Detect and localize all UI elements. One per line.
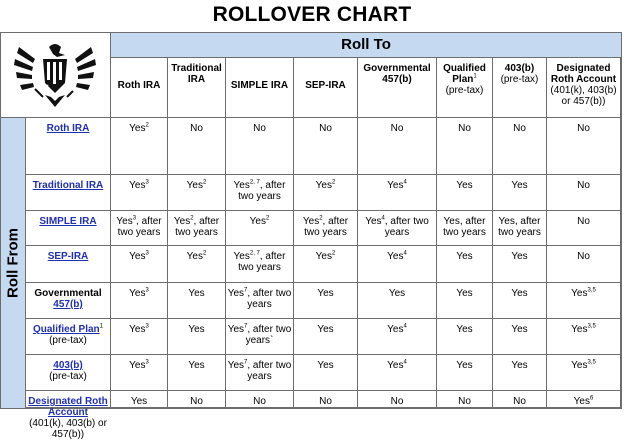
column-header [547, 58, 621, 118]
table-cell [358, 118, 437, 175]
cell-value: Yes [302, 216, 320, 227]
row-header [26, 355, 111, 391]
table-cell [547, 355, 621, 391]
cell-value: No [390, 396, 404, 407]
row-header [26, 118, 111, 175]
cell-value: Yes [456, 324, 473, 335]
cell-value: Yes [173, 216, 191, 227]
table-cell [111, 175, 168, 211]
row-header-footnote: 1 [99, 323, 104, 330]
cell-footnote: 7 [244, 323, 248, 330]
column-header-name: Traditional IRA [171, 63, 222, 85]
cell-footnote: 2 [265, 215, 270, 222]
cell-footnote: 4 [381, 215, 385, 222]
column-header [168, 58, 226, 118]
cell-value: Yes [456, 360, 473, 371]
cell-footnote: 2, 7 [249, 250, 260, 257]
cell-value: Yes [387, 180, 404, 191]
cell-value: Yes [456, 180, 473, 191]
table-cell [437, 211, 493, 246]
cell-value: Yes [130, 396, 148, 407]
table-cell [226, 283, 294, 319]
cell-footnote: 3 [145, 323, 149, 330]
table-cell [493, 211, 547, 246]
table-cell [547, 175, 621, 211]
table-cell [226, 246, 294, 283]
cell-footnote: 3 [145, 179, 149, 186]
cell-footnote: 2 [202, 250, 207, 257]
row-header-link[interactable]: Qualified Plan [32, 324, 100, 335]
cell-value: Yes [317, 324, 334, 335]
cell-value: Yes [511, 180, 528, 191]
cell-value: No [577, 180, 590, 191]
column-header-name: SIMPLE IRA [230, 80, 289, 91]
table-cell [294, 175, 358, 211]
cell-note: , after two years` [245, 324, 292, 346]
cell-value: Yes [315, 180, 332, 191]
cell-note: , after two years [175, 216, 220, 238]
cell-footnote: 2 [202, 179, 207, 186]
table-cell [547, 246, 621, 283]
cell-footnote: 3,5 [587, 287, 596, 294]
cell-value: Yes [186, 180, 203, 191]
row-header [26, 211, 111, 246]
table-cell [493, 319, 547, 355]
cell-note: , after two years [238, 180, 286, 202]
cell-value: Yes [387, 360, 404, 371]
table-cell [226, 355, 294, 391]
table-cell [547, 283, 621, 319]
cell-footnote: 2 [331, 250, 336, 257]
cell-value: No [253, 396, 266, 407]
table-cell [547, 391, 621, 408]
cell-value: Yes [233, 180, 250, 191]
cell-footnote: 3,5 [587, 359, 596, 366]
table-cell [294, 246, 358, 283]
column-header-name: SEP-IRA [305, 80, 346, 91]
table-cell [111, 211, 168, 246]
cell-value: No [577, 123, 590, 134]
row-header-link[interactable]: 457(b) [53, 299, 83, 310]
irs-eagle-logo-icon [13, 39, 97, 111]
column-header [111, 58, 168, 118]
cell-note: , after two years [247, 288, 292, 310]
logo-cell [1, 33, 111, 118]
column-header [437, 58, 493, 118]
table-cell [358, 319, 437, 355]
row-header-link[interactable]: SEP-IRA [47, 251, 89, 262]
row-header-link[interactable]: Traditional IRA [32, 180, 104, 191]
cell-footnote: 3 [132, 215, 137, 222]
roll-from-label: Roll From [4, 228, 22, 298]
table-cell [437, 283, 493, 319]
cell-value: Yes [188, 360, 205, 371]
column-header-sub: (pre-tax) [500, 74, 539, 85]
cell-footnote: 3 [145, 359, 149, 366]
table-cell [294, 211, 358, 246]
column-header [226, 58, 294, 118]
table-cell [437, 391, 493, 408]
table-cell [168, 283, 226, 319]
cell-value: No [319, 396, 332, 407]
column-header [493, 58, 547, 118]
cell-value: No [190, 396, 203, 407]
table-cell [226, 211, 294, 246]
cell-value: Yes [571, 360, 588, 371]
cell-footnote: 2 [145, 122, 149, 129]
table-cell [493, 175, 547, 211]
row-header-link[interactable]: SIMPLE IRA [39, 216, 97, 227]
table-cell [358, 211, 437, 246]
cell-value: Yes [227, 324, 245, 335]
row-header [26, 391, 111, 440]
table-cell [547, 319, 621, 355]
cell-value: Yes [129, 251, 146, 262]
cell-value: Yes [233, 251, 250, 262]
table-cell [168, 355, 226, 391]
cell-value: Yes [188, 324, 205, 335]
cell-footnote: 3 [145, 287, 149, 294]
table-cell [226, 391, 294, 408]
row-header-link[interactable]: 403(b) [53, 360, 83, 371]
cell-value: No [458, 123, 471, 134]
column-header-sub: (401(k), 403(b) or 457(b)) [550, 85, 617, 107]
cell-value: Yes [456, 288, 473, 299]
cell-value: Yes [227, 360, 245, 371]
table-cell [358, 175, 437, 211]
cell-value: Yes [511, 324, 528, 335]
table-cell [294, 391, 358, 408]
cell-value: No [577, 216, 590, 227]
rollover-chart-table [0, 32, 622, 440]
cell-value: Yes [573, 396, 590, 407]
cell-value: Yes [511, 288, 528, 299]
column-header [294, 58, 358, 118]
row-header [26, 175, 111, 211]
table-cell [493, 355, 547, 391]
row-header-prefix: Governmental [34, 288, 102, 299]
roll-from-header [1, 118, 26, 408]
cell-footnote: 7 [244, 359, 248, 366]
cell-value: No [390, 123, 404, 134]
table-cell [358, 246, 437, 283]
cell-value: Yes [387, 324, 404, 335]
table-cell [294, 283, 358, 319]
cell-note: , after two years [304, 216, 349, 238]
table-cell [358, 391, 437, 408]
column-header [358, 58, 437, 118]
cell-footnote: 7 [244, 287, 248, 294]
cell-footnote: 3,5 [587, 323, 596, 330]
table-cell [111, 319, 168, 355]
cell-value: Yes [365, 216, 382, 227]
cell-value: Yes [511, 251, 528, 262]
cell-value: Yes [387, 251, 404, 262]
table-cell [358, 283, 437, 319]
table-cell [226, 319, 294, 355]
row-header [26, 283, 111, 319]
table-cell [358, 355, 437, 391]
row-header [26, 246, 111, 283]
cell-value: No [253, 123, 266, 134]
cell-value: Yes [317, 360, 334, 371]
cell-value: Yes [129, 324, 146, 335]
column-header-name: Designated Roth Account [550, 63, 617, 85]
cell-value: Yes [129, 180, 146, 191]
cell-value: Yes [129, 123, 146, 134]
table-cell [437, 118, 493, 175]
cell-value: Yes [129, 360, 146, 371]
table-cell [111, 355, 168, 391]
cell-value: Yes [129, 288, 146, 299]
cell-value: Yes [388, 288, 406, 299]
roll-to-header: Roll To [111, 33, 621, 58]
cell-value: Yes [511, 360, 528, 371]
cell-footnote: 3 [145, 250, 149, 257]
cell-footnote: 4 [403, 179, 407, 186]
cell-value: No [458, 396, 471, 407]
cell-value: Yes [249, 216, 266, 227]
cell-value: Yes [186, 251, 203, 262]
table-cell [547, 211, 621, 246]
cell-footnote: 2 [319, 215, 323, 222]
table-cell [111, 283, 168, 319]
table-cell [168, 319, 226, 355]
cell-note: , after two years [384, 216, 429, 238]
cell-value: No [190, 123, 203, 134]
cell-value: Yes [315, 251, 332, 262]
table-cell [493, 246, 547, 283]
table-cell [168, 246, 226, 283]
table-cell [168, 175, 226, 211]
cell-value: No [513, 123, 526, 134]
table-cell [226, 175, 294, 211]
table-cell [437, 246, 493, 283]
table-cell [168, 118, 226, 175]
table-cell [294, 319, 358, 355]
table-cell [294, 118, 358, 175]
table-cell [111, 118, 168, 175]
table-cell [437, 175, 493, 211]
page-title: ROLLOVER CHART [212, 3, 412, 26]
cell-footnote: 2 [331, 179, 336, 186]
column-header-name: Qualified Plan [443, 63, 486, 85]
column-header-sub: (pre-tax) [445, 85, 484, 96]
cell-value: Yes [317, 288, 334, 299]
cell-note: , after two years [238, 251, 286, 273]
column-header-name: Roth IRA [117, 80, 161, 91]
column-header-name: 403(b) [504, 63, 535, 74]
table-cell [493, 391, 547, 408]
row-header [26, 319, 111, 355]
cell-value: Yes, after two years [498, 216, 541, 238]
row-header-link[interactable]: Roth IRA [46, 123, 90, 134]
row-header-sub: (pre-tax) [49, 371, 87, 382]
cell-footnote: 6 [589, 395, 594, 402]
cell-value: Yes [571, 288, 588, 299]
cell-value: No [513, 396, 526, 407]
cell-value: Yes [188, 288, 205, 299]
row-header-link[interactable]: Designated Roth Account [28, 396, 108, 418]
table-cell [547, 118, 621, 175]
cell-value: No [577, 251, 590, 262]
table-cell [226, 118, 294, 175]
table-cell [168, 391, 226, 408]
table-cell [111, 246, 168, 283]
cell-footnote: 2, 7 [249, 179, 260, 186]
cell-note: , after two years [247, 360, 292, 382]
column-header-name: Governmental 457(b) [363, 63, 431, 85]
table-cell [437, 319, 493, 355]
cell-value: No [319, 123, 332, 134]
cell-footnote: 2 [190, 215, 194, 222]
cell-value: Yes [456, 251, 473, 262]
row-header-sub: (401(k), 403(b) or 457(b)) [29, 418, 107, 440]
table-cell [111, 391, 168, 408]
table-cell [294, 355, 358, 391]
cell-footnote: 4 [403, 250, 407, 257]
cell-value: Yes, after two years [443, 216, 486, 238]
cell-footnote: 4 [403, 323, 407, 330]
cell-value: Yes [116, 216, 133, 227]
row-header-sub: (pre-tax) [49, 335, 87, 346]
column-header-footnote: 1 [473, 73, 477, 80]
cell-note: , after two years [117, 216, 162, 238]
table-cell [493, 283, 547, 319]
cell-footnote: 4 [403, 359, 407, 366]
cell-value: Yes [571, 324, 588, 335]
table-cell [437, 355, 493, 391]
table-cell [168, 211, 226, 246]
table-cell [493, 118, 547, 175]
cell-value: Yes [227, 288, 245, 299]
